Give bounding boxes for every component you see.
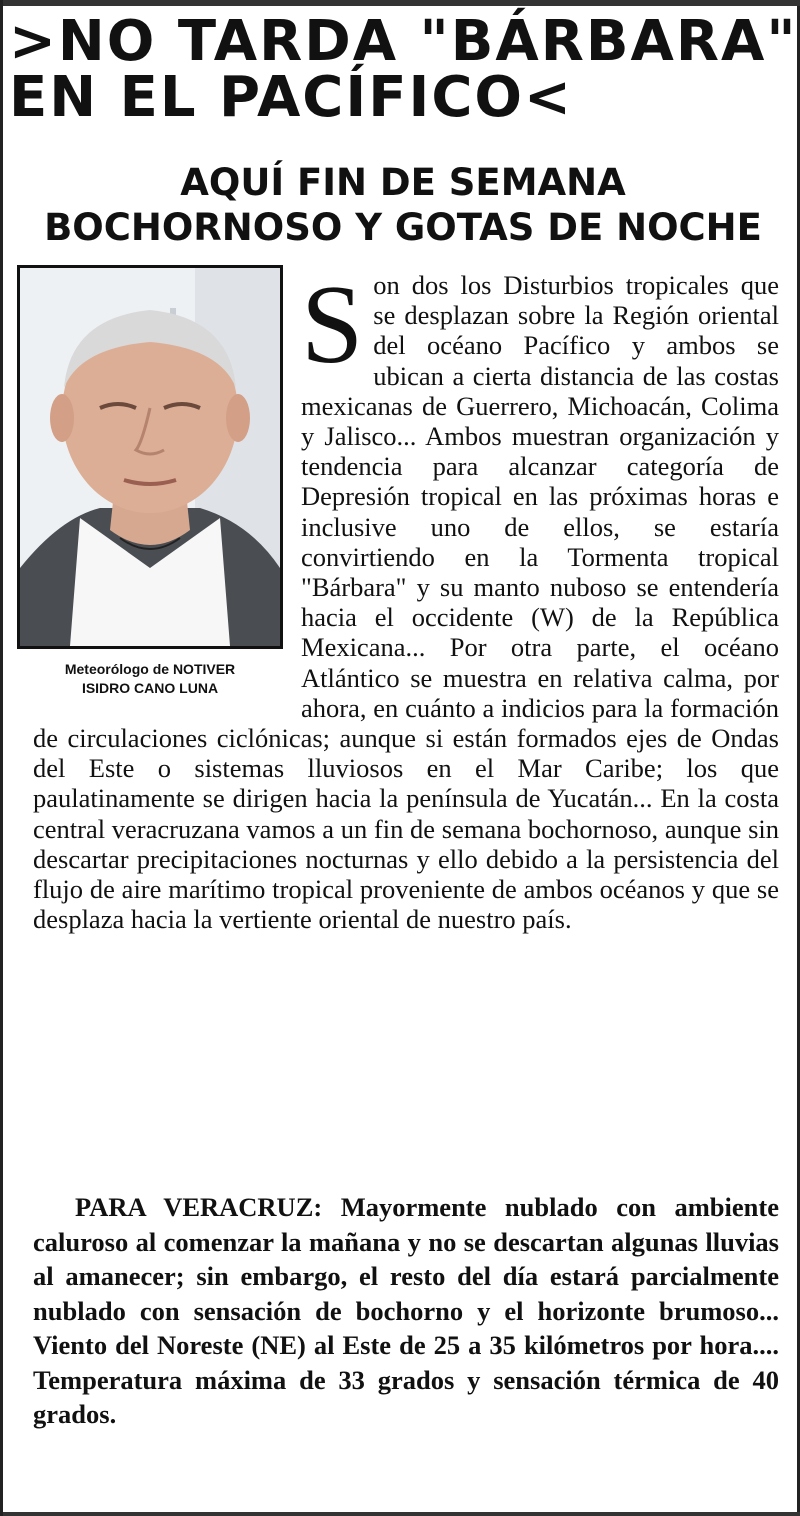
photo-spacer — [33, 270, 301, 696]
forecast-paragraph: PARA VERACRUZ: Mayormente nublado con ambiente caluroso al comenzar la mañana y no se descartan algunas lluvias al amanecer; sin embargo, el resto del día estará parcialmente nublado con sensación de bochorno y el horizonte brumoso... Viento del Noreste (NE) al Este de 25 a 35 kilómetros por hora.... Temperatura máxima de 33 grados y sensación térmica de 40 grados. — [33, 1192, 779, 1429]
headline — [9, 9, 799, 130]
subheadline — [13, 160, 793, 250]
headline-line-1: >NO TARDA "BÁRBARA" — [9, 9, 798, 74]
article-paragraph: on dos los Disturbios tropicales que se desplazan sobre la Región oriental del océano Pacífico y ambos se ubican a cierta distancia de las costas mexicanas de Guerrero, Michoacán, Colima y Jalisco... Ambos muestran organización y tendencia para alcanzar categoría de Depresión tropical en las próximas horas e inclusive uno de ellos, se estaría convirtiendo en la Tormenta tropical "Bárbara" y su manto nuboso se entendería hacia el occidente (W) de la República Mexicana... Por otra parte, el océano Atlántico se muestra en relativa calma, por ahora, en cuánto a indicios para la formación de circulaciones ciclónicas; aunque si están formados ejes de Ondas del Este o sistemas lluviosos en el Mar Caribe; los que paulatinamente se dirigen hacia la península de Yucatán... En la costa central veracruzana vamos a un fin de semana bochornoso, aunque sin descartar precipitaciones nocturnas y ello debido a la persistencia del flujo de aire marítimo tropical proveniente de ambos océanos y que se desplaza hacia la vertiente oriental de nuestro país. — [33, 270, 779, 935]
headline-line-2: EN EL PACÍFICO< — [9, 65, 573, 130]
caption-line-1: Meteorólogo de NOTIVER — [64, 661, 236, 677]
article-body — [33, 263, 779, 935]
drop-cap: S — [301, 263, 364, 387]
subheadline-line-1: AQUÍ FIN DE SEMANA — [180, 161, 626, 204]
top-rule — [3, 0, 800, 6]
caption-line-2: ISIDRO CANO LUNA — [81, 680, 219, 696]
bottom-rule — [3, 1512, 800, 1516]
subheadline-line-2: BOCHORNOSO Y GOTAS DE NOCHE — [44, 206, 762, 249]
